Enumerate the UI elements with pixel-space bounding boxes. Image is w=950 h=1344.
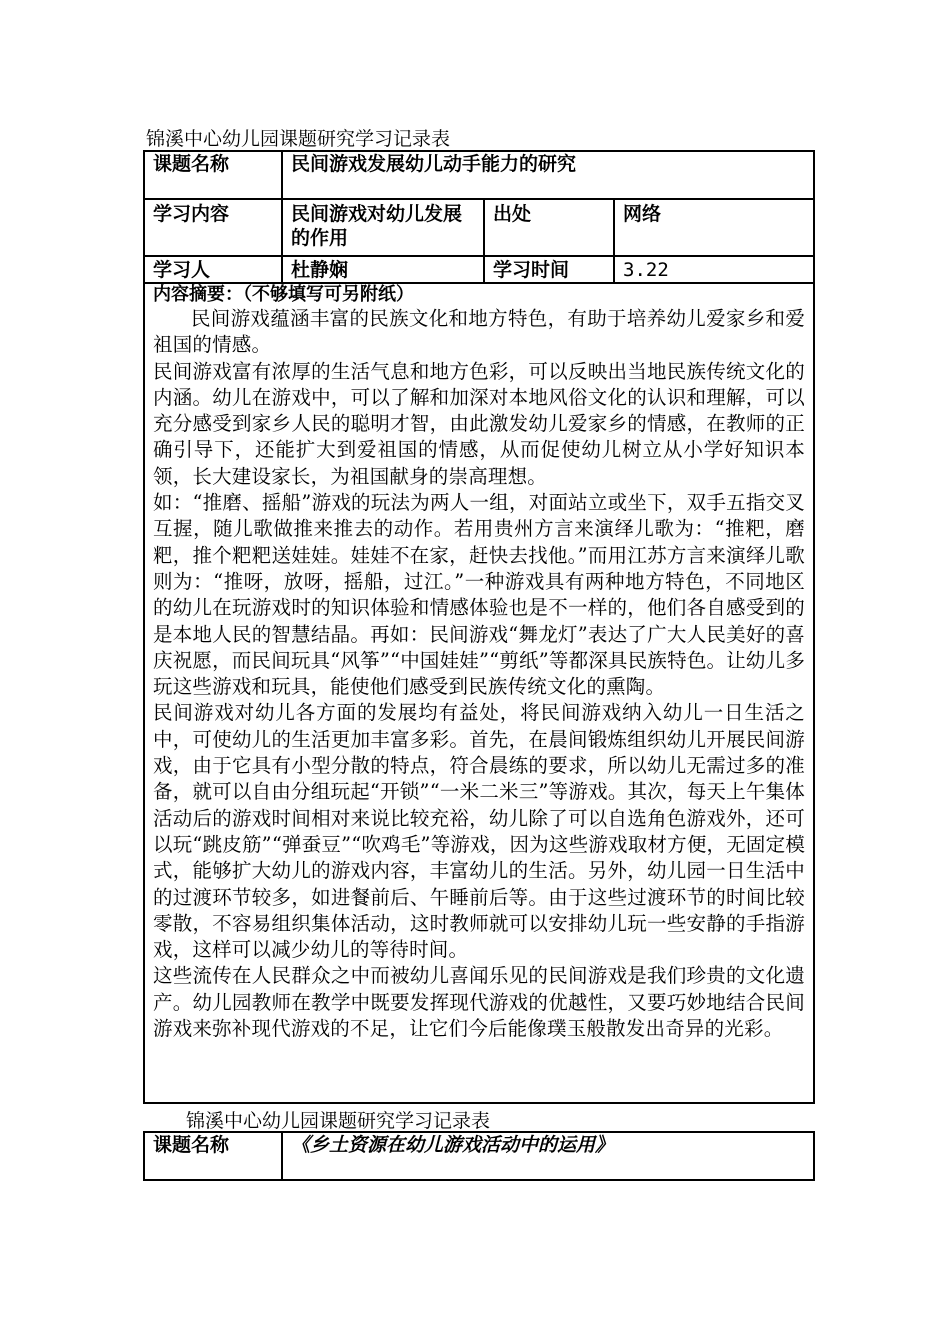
record-title: 锦溪中心幼儿园课题研究学习记录表 xyxy=(146,128,451,150)
time-label: 学习时间 xyxy=(484,256,614,283)
topic-row-2 xyxy=(144,1132,814,1180)
summary-paragraph: 民间游戏对幼儿各方面的发展均有益处，将民间游戏纳入幼儿一日生活之中，可使幼儿的生活更加丰富多彩。首先，在晨间锻炼组织幼儿开展民间游戏，由于它具有小型分散的特点，符合晨练的要求，所以幼儿无需过多的准备，就可以自由分组玩起“开锁”“一米二米三”等游戏。其次，每天上午集体活动后的游戏时间相对来说比较充裕，幼儿除了可以自选角色游戏外，还可以玩“跳皮筋”“弹蚕豆”“吹鸡毛”等游戏，因为这些游戏取材方便，无固定模式，能够扩大幼儿的游戏内容，丰富幼儿的生活。另外，幼儿园一日生活中的过渡环节较多，如进餐前后、午睡前后等。由于这些过渡环节的时间比较零散，不容易组织集体活动，这时教师就可以安排幼儿玩一些安静的手指游戏，这样可以减少幼儿的等待时间。 xyxy=(153,701,806,962)
summary-paragraph: 这些流传在人民群众之中而被幼儿喜闻乐见的民间游戏是我们珍贵的文化遗产。幼儿园教师在教学中既要发挥现代游戏的优越性，又要巧妙地结合民间游戏来弥补现代游戏的不足，让它们今后能像璞玉般散发出奇异的光彩。 xyxy=(153,964,806,1041)
summary-paragraph: 民间游戏蕴涵丰富的民族文化和地方特色，有助于培养幼儿爱家乡和爱祖国的情感。 xyxy=(153,307,806,357)
source-value: 网络 xyxy=(614,199,814,256)
topic-label: 课题名称 xyxy=(144,151,282,199)
learner-label: 学习人 xyxy=(144,256,282,283)
summary-paragraph: 民间游戏富有浓厚的生活气息和地方色彩，可以反映出当地民族传统文化的内涵。幼儿在游戏中，可以了解和加深对本地风俗文化的认识和理解，可以充分感受到家乡人民的聪明才智，由此激发幼儿爱家乡的情感，在教师的正确引导下，还能扩大到爱祖国的情感，从而促使幼儿树立从小学好知识本领，长大建设家长，为祖国献身的崇高理想。 xyxy=(153,359,806,488)
topic-value-2: 《乡土资源在幼儿游戏活动中的运用》 xyxy=(282,1132,814,1180)
topic-value: 民间游戏发展幼儿动手能力的研究 xyxy=(282,151,814,199)
record-title-2: 锦溪中心幼儿园课题研究学习记录表 xyxy=(186,1110,491,1132)
topic-row xyxy=(144,151,814,199)
content-label: 学习内容 xyxy=(144,199,282,256)
summary-cell xyxy=(144,283,814,1103)
summary-paragraph: 如：“推磨、摇船”游戏的玩法为两人一组，对面站立或坐下，双手五指交叉互握，随儿歌做推来推去的动作。若用贵州方言来演绎儿歌为：“推粑，磨粑，推个粑粑送娃娃。娃娃不在家，赶快去找他。”而用江苏方言来演绎儿歌则为：“推呀，放呀，摇船，过江。”一种游戏具有两种地方特色，不同地区的幼儿在玩游戏时的知识体验和情感体验也是不一样的，他们各自感受到的是本地人民的智慧结晶。再如：民间游戏“舞龙灯”表达了广大人民美好的喜庆祝愿，而民间玩具“风筝”“中国娃娃”“剪纸”等都深具民族特色。让幼儿多玩这些游戏和玩具，能使他们感受到民族传统文化的熏陶。 xyxy=(153,491,806,699)
time-value: 3.22 xyxy=(614,256,814,283)
study-record-table xyxy=(143,150,815,1104)
source-label: 出处 xyxy=(484,199,614,256)
topic-label-2: 课题名称 xyxy=(144,1132,282,1180)
summary-heading: 内容摘要：（不够填写可另附纸） xyxy=(153,284,414,305)
study-record-table-2 xyxy=(143,1131,815,1181)
learner-row xyxy=(144,256,814,283)
learner-value: 杜静娴 xyxy=(282,256,484,283)
content-value: 民间游戏对幼儿发展的作用 xyxy=(282,199,484,256)
summary-row xyxy=(144,283,814,1103)
content-row xyxy=(144,199,814,256)
